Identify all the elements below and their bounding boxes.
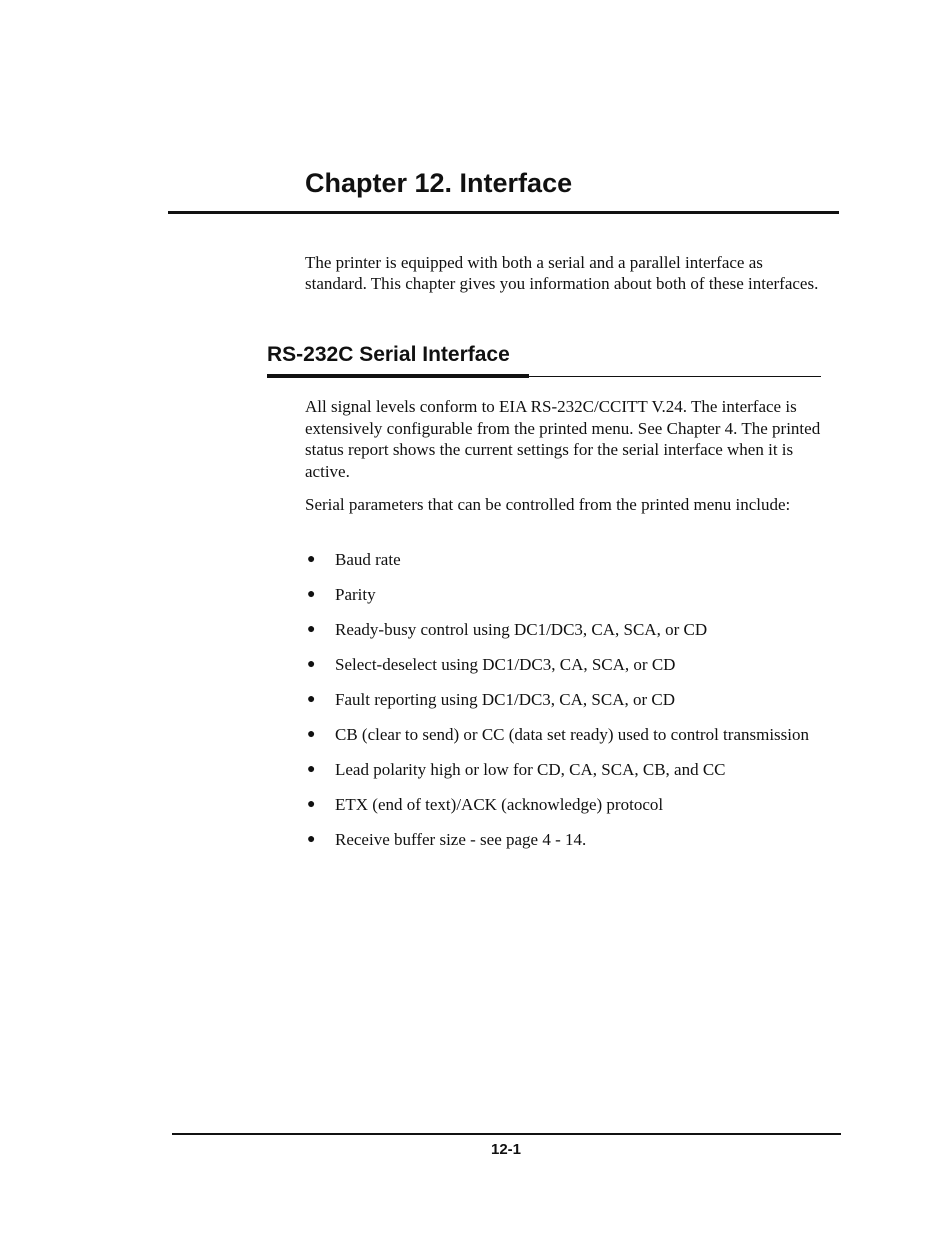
list-item-text: Receive buffer size - see page 4 - 14.	[335, 830, 587, 849]
bullet-icon: ●	[307, 692, 316, 707]
list-item-text: Baud rate	[335, 550, 401, 569]
list-item	[305, 619, 825, 641]
list-item	[305, 549, 825, 571]
section-title: RS-232C Serial Interface	[267, 343, 510, 366]
bullet-icon: ●	[307, 587, 316, 602]
bullet-icon: ●	[307, 552, 316, 567]
page-number: 12-1	[490, 1141, 522, 1158]
bullet-icon: ●	[307, 622, 316, 637]
list-item-text: Ready-busy control using DC1/DC3, CA, SCA, or CD	[335, 620, 708, 639]
section-paragraph: Serial parameters that can be controlled from the printed menu include:	[305, 495, 791, 514]
footer-rule	[172, 1133, 841, 1135]
section-paragraph: All signal levels conform to EIA RS-232C/CCITT V.24. The interface is extensively configurable from the printed menu. See Chapter 4. The printed status report shows the current settings for the serial interface when it is active.	[305, 397, 821, 481]
list-item	[305, 794, 825, 816]
list-item-text: Parity	[335, 585, 376, 604]
list-item	[305, 654, 825, 676]
list-item	[305, 689, 825, 711]
list-item-text: Select-deselect using DC1/DC3, CA, SCA, or CD	[335, 655, 676, 674]
list-item-text: CB (clear to send) or CC (data set ready) used to control transmission	[335, 725, 809, 744]
list-item	[305, 759, 825, 781]
list-item	[305, 724, 825, 746]
chapter-rule	[168, 211, 839, 214]
list-item	[305, 584, 825, 606]
list-item-text: ETX (end of text)/ACK (acknowledge) protocol	[335, 795, 664, 814]
intro-paragraph: The printer is equipped with both a serial and a parallel interface as standard. This chapter gives you information about both of these interfaces.	[305, 253, 819, 293]
bullet-icon: ●	[307, 797, 316, 812]
section-rule-accent	[267, 374, 529, 378]
list-item-text: Fault reporting using DC1/DC3, CA, SCA, or CD	[335, 690, 676, 709]
bullet-icon: ●	[307, 762, 316, 777]
bullet-icon: ●	[307, 727, 316, 742]
bullet-icon: ●	[307, 657, 316, 672]
parameter-list	[305, 549, 825, 864]
chapter-title: Chapter 12. Interface	[305, 168, 573, 198]
list-item-text: Lead polarity high or low for CD, CA, SCA, CB, and CC	[335, 760, 726, 779]
list-item	[305, 829, 825, 851]
bullet-icon: ●	[307, 832, 316, 847]
